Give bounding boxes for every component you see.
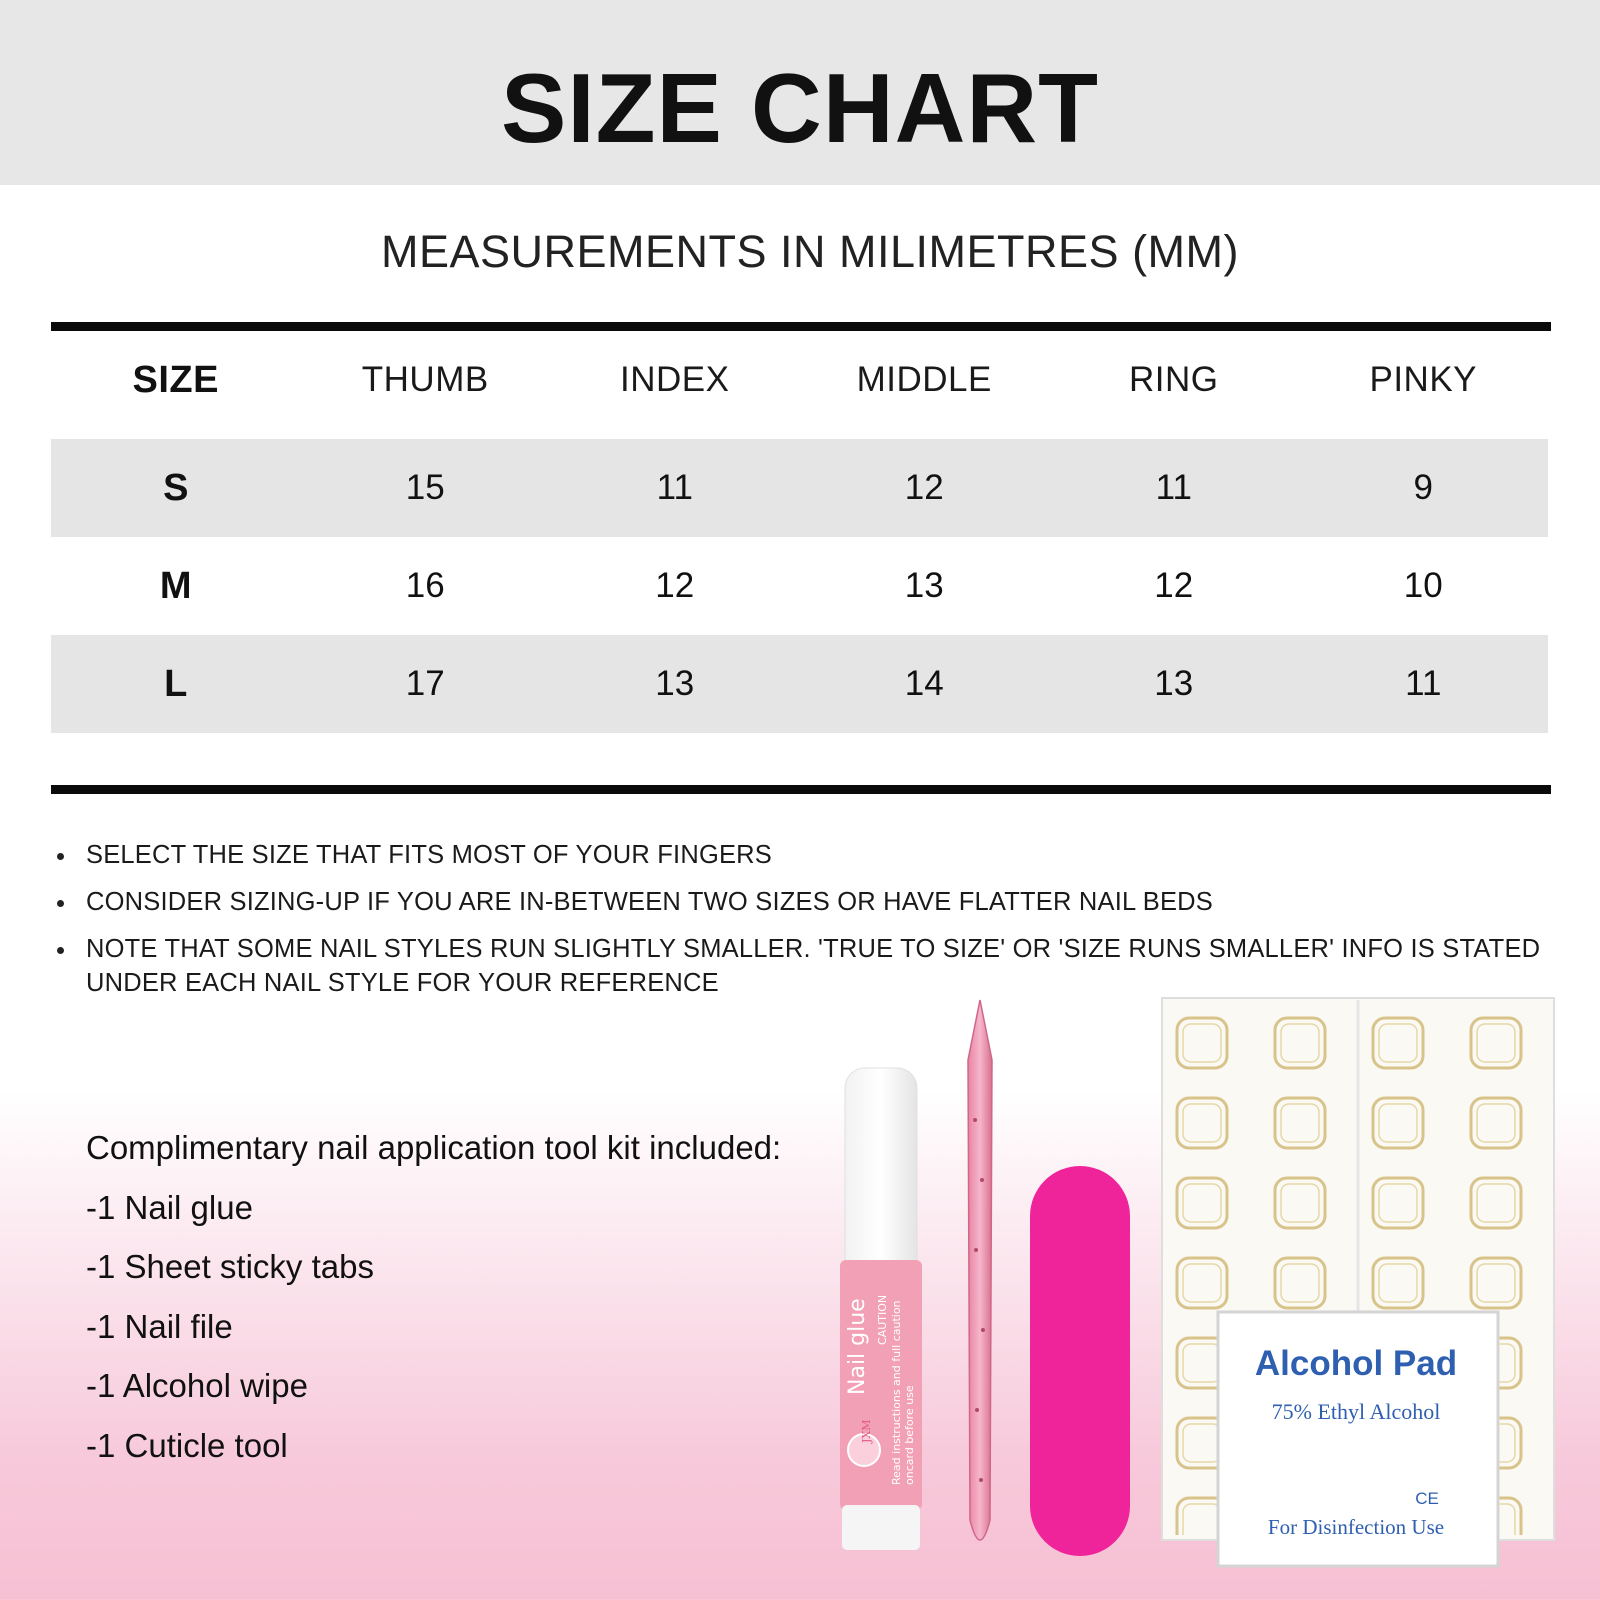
note-text: CONSIDER SIZING-UP IF YOU ARE IN-BETWEEN TWO SIZES OR HAVE FLATTER NAIL BEDS	[86, 888, 1213, 916]
table-cell: 12	[904, 468, 944, 507]
table-cell: 13	[1154, 664, 1194, 703]
table-cell: 13	[655, 664, 695, 703]
nail-file-icon	[1030, 1166, 1130, 1556]
glue-brand-text: JXM	[860, 1419, 873, 1443]
kit-item: -1 Nail file	[86, 1307, 233, 1345]
note-text: SELECT THE SIZE THAT FITS MOST OF YOUR FINGERS	[86, 841, 773, 869]
pad-title-text: Alcohol Pad	[1254, 1344, 1458, 1383]
table-cell: 11	[656, 468, 693, 507]
column-header-ring: RING	[1129, 360, 1219, 399]
kit-item: -1 Alcohol wipe	[86, 1367, 308, 1404]
kit-item: -1 Sheet sticky tabs	[86, 1248, 374, 1285]
column-header-size: SIZE	[132, 358, 219, 401]
table-cell: 9	[1413, 468, 1433, 507]
pad-subtitle-text: 75% Ethyl Alcohol	[1271, 1399, 1441, 1424]
table-cell: 17	[405, 664, 445, 703]
glue-instruction-text: oncard before use	[903, 1385, 916, 1485]
alcohol-pad-icon	[1218, 1312, 1498, 1566]
note-text: NOTE THAT SOME NAIL STYLES RUN SLIGHTLY SMALLER. 'TRUE TO SIZE' OR 'SIZE RUNS SMALLER' INFO IS STATED UNDER EACH NAIL STYLE FOR YOUR REFERENCE	[86, 935, 1541, 997]
column-header-middle: MIDDLE	[856, 360, 992, 399]
column-header-index: INDEX	[620, 360, 730, 399]
table-cell: 12	[655, 566, 695, 605]
tool-kit-heading: Complimentary nail application tool kit included:	[86, 1129, 782, 1166]
glue-name-text: Nail glue	[845, 1298, 870, 1395]
measurement-subtitle: MEASUREMENTS IN MILIMETRES (MM)	[380, 226, 1240, 277]
kit-item: -1 Cuticle tool	[86, 1426, 288, 1464]
cuticle-stick-icon	[968, 1000, 992, 1540]
table-cell: 15	[405, 468, 445, 507]
nail-glue-tube-icon	[840, 1068, 922, 1550]
table-cell: 13	[904, 566, 944, 605]
glue-instruction-text: Read instructions and full caution	[890, 1300, 903, 1485]
pad-ce-mark: CE	[1415, 1489, 1439, 1508]
glue-caution-text: CAUTION	[876, 1294, 889, 1345]
table-cell: 16	[405, 566, 445, 605]
table-cell: 11	[1155, 468, 1192, 507]
size-label: L	[164, 662, 188, 705]
pad-footer-text: For Disinfection Use	[1267, 1515, 1445, 1539]
page-title: SIZE CHART	[501, 53, 1099, 163]
table-cell: 11	[1405, 664, 1442, 703]
column-header-thumb: THUMB	[361, 360, 489, 399]
kit-item: -1 Nail glue	[86, 1188, 253, 1226]
table-cell: 10	[1403, 566, 1443, 605]
column-header-pinky: PINKY	[1369, 360, 1478, 399]
table-cell: 12	[1154, 566, 1194, 605]
size-label: S	[163, 466, 189, 509]
table-cell: 14	[904, 664, 944, 703]
size-label: M	[159, 564, 192, 607]
